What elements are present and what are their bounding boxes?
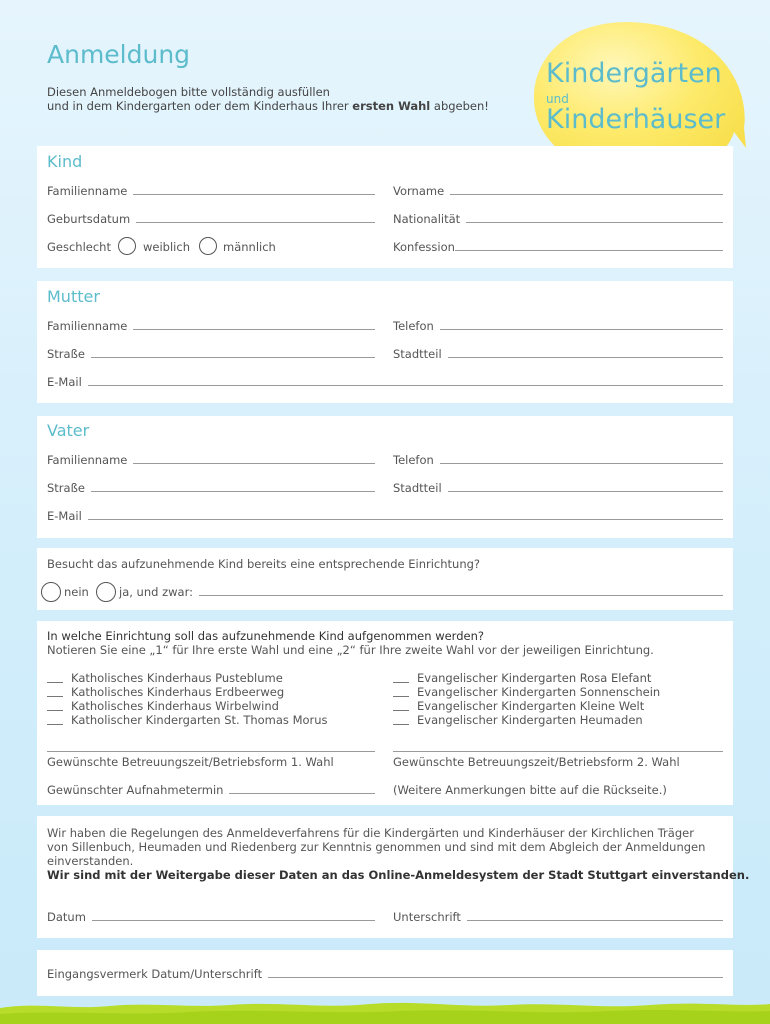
vater-email-line[interactable] (88, 518, 723, 520)
datum-field[interactable] (47, 910, 375, 924)
nein-label: nein (64, 585, 89, 599)
wahl-blank[interactable] (393, 696, 409, 697)
ja-radio[interactable] (96, 582, 116, 602)
einrichtung-option-right[interactable] (393, 699, 644, 713)
kind-section (37, 146, 733, 268)
vater-familienname-label: Familienname (47, 453, 128, 467)
logo-line-kindergaerten: Kindergärten (546, 58, 722, 89)
vater-strasse-line[interactable] (91, 490, 375, 492)
einrichtung-option-label: Katholisches Kinderhaus Erdbeerweg (71, 685, 285, 699)
anmerkung-hinweis: (Weitere Anmerkungen bitte auf die Rückseite.) (393, 783, 667, 797)
wahl-blank[interactable] (47, 724, 63, 725)
einrichtung-option-right[interactable] (393, 713, 643, 727)
kind-nationalitaet-field[interactable] (393, 212, 723, 226)
weiblich-radio[interactable] (118, 237, 136, 255)
vater-familienname-field[interactable] (47, 453, 375, 467)
ja-label: ja, und zwar: (119, 585, 193, 599)
kind-nationalitaet-label: Nationalität (393, 212, 461, 226)
einrichtung-option-label: Evangelischer Kindergarten Heumaden (417, 713, 643, 727)
einrichtung-note: Notieren Sie eine „1“ für Ihre erste Wahl und eine „2“ für Ihre zweite Wahl vor der jeweiligen Einrichtung. (47, 643, 654, 657)
aufnahmetermin-line[interactable] (229, 792, 375, 794)
kind-vorname-line[interactable] (450, 193, 723, 195)
eingang-section (37, 950, 733, 996)
betreuung1-line[interactable] (47, 751, 375, 752)
intro-line-1: Diesen Anmeldebogen bitte vollständig ausfüllen (47, 85, 330, 99)
maennlich-label: männlich (223, 240, 276, 254)
einrichtung-option-label: Katholisches Kinderhaus Pusteblume (71, 671, 283, 685)
mutter-telefon-label: Telefon (393, 319, 434, 333)
einrichtung-option-left[interactable] (47, 685, 284, 699)
wahl-blank[interactable] (393, 682, 409, 683)
erklaerung-line-2: von Sillenbuch, Heumaden und Riedenberg zur Kenntnis genommen und sind mit dem Abgleich der Anmeldungen (47, 840, 706, 854)
vater-section (37, 416, 733, 538)
aufnahmetermin-field[interactable] (47, 783, 375, 797)
unterschrift-line[interactable] (467, 919, 723, 921)
unterschrift-label: Unterschrift (393, 910, 461, 924)
ja-einrichtung-field[interactable] (119, 585, 723, 599)
mutter-familienname-label: Familienname (47, 319, 128, 333)
einrichtung-option-left[interactable] (47, 699, 279, 713)
erklaerung-datenweitergabe: Wir sind mit der Weitergabe dieser Daten an das Online-Anmeldesystem der Stadt Stuttgart einverstanden. (47, 868, 750, 882)
kind-familienname-label: Familienname (47, 184, 128, 198)
ja-einrichtung-line[interactable] (199, 594, 723, 596)
vater-familienname-line[interactable] (133, 462, 375, 464)
kind-konfession-label: Konfession (393, 240, 455, 254)
vater-email-label: E-Mail (47, 509, 82, 523)
kind-familienname-line[interactable] (133, 193, 375, 195)
intro-line-2-end: abgeben! (430, 99, 489, 113)
betreuung1-label: Gewünschte Betreuungszeit/Betriebsform 1. Wahl (47, 755, 334, 769)
besuch-section (37, 548, 733, 610)
betreuung2-line[interactable] (393, 751, 723, 752)
vater-strasse-field[interactable] (47, 481, 375, 495)
kind-konfession-line[interactable] (455, 249, 723, 251)
intro-line-2 (47, 99, 489, 113)
eingang-label: Eingangsvermerk Datum/Unterschrift (47, 967, 263, 981)
nein-radio[interactable] (41, 582, 61, 602)
mutter-email-label: E-Mail (47, 375, 82, 389)
mutter-telefon-line[interactable] (440, 328, 723, 330)
logo-line-und: und (546, 92, 569, 106)
wahl-blank[interactable] (47, 696, 63, 697)
wahl-blank[interactable] (393, 724, 409, 725)
einrichtung-option-right[interactable] (393, 671, 651, 685)
mutter-familienname-field[interactable] (47, 319, 375, 333)
kind-geburtsdatum-label: Geburtsdatum (47, 212, 131, 226)
kind-section-title: Kind (47, 152, 83, 171)
weiblich-label: weiblich (143, 240, 190, 254)
einrichtung-option-left[interactable] (47, 713, 328, 727)
vater-stadtteil-field[interactable] (393, 481, 723, 495)
wahl-blank[interactable] (47, 682, 63, 683)
kind-vorname-label: Vorname (393, 184, 445, 198)
einrichtung-option-label: Katholischer Kindergarten St. Thomas Morus (71, 713, 328, 727)
datum-line[interactable] (92, 919, 375, 921)
aufnahmetermin-label: Gewünschter Aufnahmetermin (47, 783, 224, 797)
mutter-stadtteil-line[interactable] (448, 356, 723, 358)
vater-telefon-line[interactable] (440, 462, 723, 464)
vater-email-field[interactable] (47, 509, 723, 523)
einrichtung-option-label: Evangelischer Kindergarten Rosa Elefant (417, 671, 652, 685)
einrichtung-option-left[interactable] (47, 671, 283, 685)
vater-strasse-label: Straße (47, 481, 85, 495)
erklaerung-section (37, 816, 750, 938)
unterschrift-field[interactable] (393, 910, 723, 924)
erklaerung-line-1: Wir haben die Regelungen des Anmeldeverfahrens für die Kindergärten und Kinderhäuser der Kirchlichen Träger (47, 826, 694, 840)
einrichtung-option-right[interactable] (393, 685, 660, 699)
page-title: Anmeldung (47, 40, 191, 69)
kind-geburtsdatum-line[interactable] (136, 221, 375, 223)
kind-geschlecht-label: Geschlecht (47, 240, 111, 254)
logo-line-kinderhaeuser: Kinderhäuser (546, 104, 726, 135)
einrichtung-option-label: Evangelischer Kindergarten Kleine Welt (417, 699, 645, 713)
kind-vorname-field[interactable] (393, 184, 723, 198)
intro-line-2-start: und in dem Kindergarten oder dem Kinderhaus Ihrer (47, 99, 353, 113)
mutter-stadtteil-label: Stadtteil (393, 347, 442, 361)
vater-stadtteil-label: Stadtteil (393, 481, 442, 495)
vater-telefon-field[interactable] (393, 453, 723, 467)
mutter-stadtteil-field[interactable] (393, 347, 723, 361)
kind-konfession-field[interactable] (393, 240, 723, 254)
einrichtung-option-label: Katholisches Kinderhaus Wirbelwind (71, 699, 279, 713)
maennlich-radio[interactable] (199, 237, 217, 255)
mutter-email-field[interactable] (47, 375, 723, 389)
intro-text (47, 85, 489, 113)
mutter-strasse-line[interactable] (91, 356, 375, 358)
mutter-section-title: Mutter (47, 287, 100, 306)
betreuung2-label: Gewünschte Betreuungszeit/Betriebsform 2. Wahl (393, 755, 680, 769)
mutter-familienname-line[interactable] (133, 328, 375, 330)
kind-geburtsdatum-field[interactable] (47, 212, 375, 226)
grass-decoration (0, 998, 770, 1024)
einrichtung-section (37, 621, 733, 805)
wahl-blank[interactable] (47, 710, 63, 711)
kind-familienname-field[interactable] (47, 184, 375, 198)
datum-label: Datum (47, 910, 86, 924)
intro-emphasis: ersten Wahl (352, 99, 431, 113)
vater-telefon-label: Telefon (393, 453, 434, 467)
einrichtung-option-label: Evangelischer Kindergarten Sonnenschein (417, 685, 661, 699)
besuch-question: Besucht das aufzunehmende Kind bereits eine entsprechende Einrichtung? (47, 557, 481, 571)
mutter-strasse-field[interactable] (47, 347, 375, 361)
eingang-line[interactable] (268, 976, 723, 978)
mutter-email-line[interactable] (88, 384, 723, 386)
mutter-strasse-label: Straße (47, 347, 85, 361)
eingang-field[interactable] (47, 967, 723, 981)
vater-section-title: Vater (47, 421, 90, 440)
mutter-section (37, 281, 733, 403)
mutter-telefon-field[interactable] (393, 319, 723, 333)
wahl-blank[interactable] (393, 710, 409, 711)
einrichtung-question: In welche Einrichtung soll das aufzunehmende Kind aufgenommen werden? (47, 629, 484, 643)
vater-stadtteil-line[interactable] (448, 490, 723, 492)
kind-nationalitaet-line[interactable] (466, 221, 723, 223)
erklaerung-line-3: einverstanden. (47, 854, 134, 868)
